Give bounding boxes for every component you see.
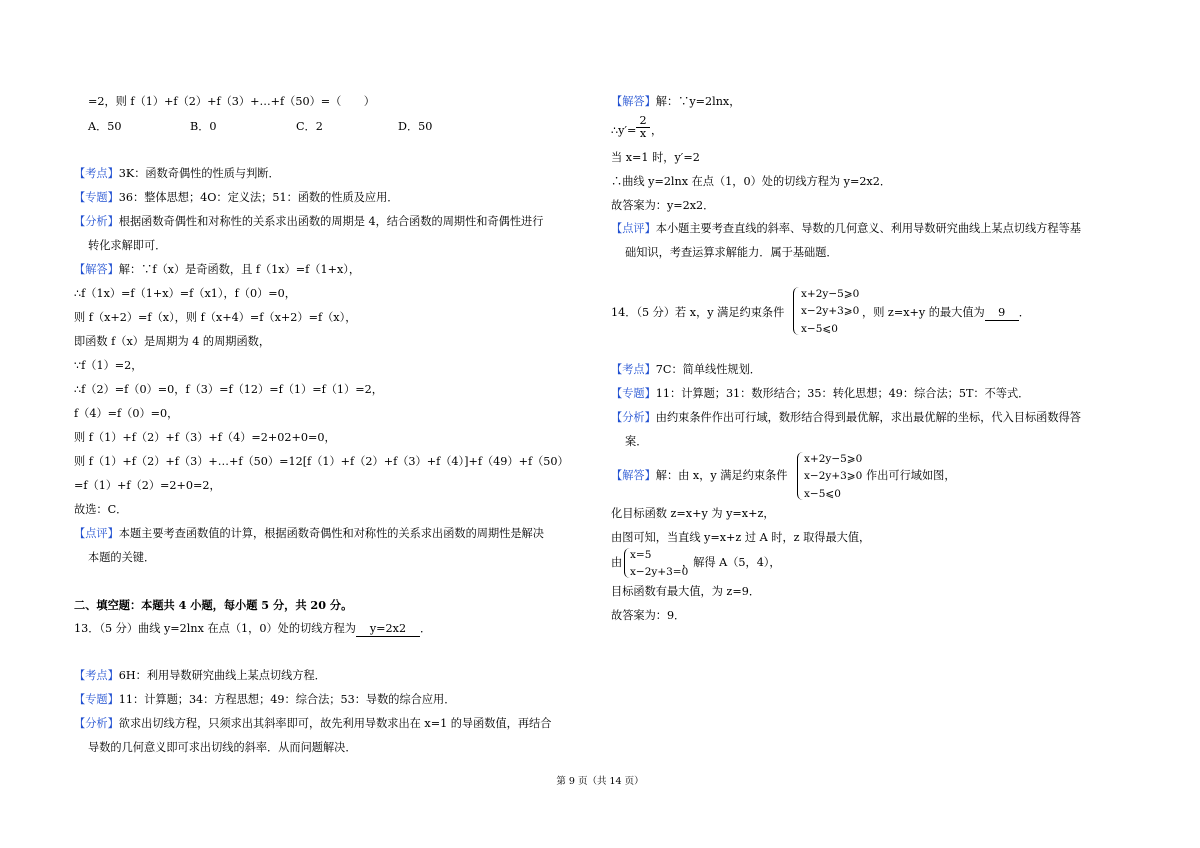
fenxi-tag: 【分析】 bbox=[611, 411, 656, 424]
q13-dianping-2: 础知识，考查运算求解能力．属于基础题． bbox=[625, 246, 838, 259]
kaodian-text: 6H：利用导数研究曲线上某点切线方程． bbox=[118, 669, 326, 682]
kaodian-text: 3K：函数奇偶性的性质与判断． bbox=[118, 167, 280, 180]
fenxi-text: 根据函数奇偶性和对称性的关系求出函数的周期是 4，结合函数的周期性和奇偶性进行 bbox=[118, 215, 544, 228]
kaodian-text: 7C：简单线性规划． bbox=[655, 363, 761, 376]
zhuanti-tag: 【专题】 bbox=[74, 693, 119, 706]
q13-dianping bbox=[611, 222, 1081, 236]
solution-line: 即函数 f（x）是周期为 4 的周期函数， bbox=[74, 335, 271, 348]
zhuanti-tag: 【专题】 bbox=[74, 191, 119, 204]
q13-jieda bbox=[611, 95, 740, 109]
jieda-tag: 【解答】 bbox=[611, 95, 656, 108]
q13-answer: y=2x⁦2 bbox=[356, 622, 420, 637]
solution-line: ∴f（1⁦x）=f（1+x）=⁦f（x⁦1），f（0）=0， bbox=[74, 287, 296, 300]
q12-continuation: =2，则 f（1）+f（2）+f（3）+…+f（50）=（ ） bbox=[88, 95, 375, 108]
q14-jieda bbox=[611, 469, 787, 483]
q12-zhuanti bbox=[74, 191, 398, 205]
jieda-tag: 【解答】 bbox=[611, 469, 656, 482]
q14-period: ． bbox=[1018, 306, 1030, 319]
solution-line: 故答案为：y=2x⁦2． bbox=[611, 199, 715, 212]
dianping-tag: 【点评】 bbox=[74, 527, 119, 540]
q13-fenxi-2: 导数的几何意义即可求出切线的斜率．从而问题解决． bbox=[88, 741, 357, 754]
derivative-fraction bbox=[636, 115, 650, 140]
solution-line: ∴f（2）=f（0）=0，f（3）=f（1⁦2）=f（⁦1）=⁦f（1）=⁦2， bbox=[74, 383, 383, 396]
q14-jieda-end: 作出可行域如图， bbox=[866, 469, 956, 482]
q14-fenxi bbox=[611, 411, 1081, 425]
fenxi-tag: 【分析】 bbox=[74, 215, 119, 228]
equation-1: x=5 bbox=[630, 549, 652, 561]
jieda-text: 解：∵y=2lnx， bbox=[655, 95, 741, 108]
constraint-2: x−2y+3⩾0 bbox=[801, 305, 860, 317]
solution-line: ∴曲线 y=2lnx 在点（1，0）处的切线方程为 y=2x⁦2． bbox=[611, 175, 892, 188]
solve-prefix: 由 bbox=[611, 556, 623, 569]
page-footer: 第 9 页（共 14 页） bbox=[556, 776, 644, 787]
option-b: B．0 bbox=[190, 120, 217, 133]
q13-fenxi bbox=[74, 717, 551, 731]
jieda-text: 解：∵f（x）是奇函数，且 f（1⁦x）=f（1+x）， bbox=[118, 263, 361, 276]
zhuanti-text: 36：整体思想；4O：定义法；51：函数的性质及应用． bbox=[118, 191, 399, 204]
constraint-1: x+2y−5⩾0 bbox=[801, 288, 860, 300]
solution-line: 由图可知，当直线 y=⁦x+z 过 A 时，z 取得最大值， bbox=[611, 531, 871, 544]
q12-kaodian bbox=[74, 167, 280, 181]
jieda-text: 解：由 x，y 满足约束条件 bbox=[655, 469, 788, 482]
dianping-tag: 【点评】 bbox=[611, 222, 656, 235]
solution-line: =f（1）+f（2）=2+0=2， bbox=[74, 479, 221, 492]
q12-dianping-2: 本题的关键． bbox=[88, 551, 156, 564]
kaodian-tag: 【考点】 bbox=[611, 363, 656, 376]
q14-zhuanti bbox=[611, 387, 1029, 401]
q14-stem-end: ，则 z=x+y 的最大值为 bbox=[862, 306, 985, 319]
kaodian-tag: 【考点】 bbox=[74, 669, 119, 682]
constraint-1: x+2y−5⩾0 bbox=[804, 453, 863, 465]
solution-line: 当 x=1 时，y′=2 bbox=[611, 151, 700, 164]
q14-fenxi-2: 案． bbox=[625, 435, 648, 448]
system-brace bbox=[793, 287, 799, 335]
constraint-2: x−2y+3⩾0 bbox=[804, 470, 863, 482]
solution-line: 目标函数有最大值，为 z=9． bbox=[611, 585, 761, 598]
zhuanti-tag: 【专题】 bbox=[611, 387, 656, 400]
solution-line: 故选：C． bbox=[74, 503, 128, 516]
constraint-3: x−5⩽0 bbox=[801, 323, 838, 335]
solution-line: 化目标函数 z=x+y 为 y=⁦x+z， bbox=[611, 507, 775, 520]
zhuanti-text: 11：计算题；34：方程思想；49：综合法；53：导数的综合应用． bbox=[118, 693, 456, 706]
fenxi-text: 由约束条件作出可行域，数形结合得到最优解，求出最优解的坐标，代入目标函数得答 bbox=[655, 411, 1081, 424]
kaodian-tag: 【考点】 bbox=[74, 167, 119, 180]
dianping-text: 本题主要考查函数值的计算，根据函数奇偶性和对称性的关系求出函数的周期性是解决 bbox=[118, 527, 544, 540]
option-d: D．50 bbox=[398, 120, 433, 133]
option-a: A．⁦50 bbox=[88, 120, 122, 133]
solution-line: ∵f（1）=2， bbox=[74, 359, 143, 372]
dianping-text: 本小题主要考查直线的斜率、导数的几何意义、利用导数研究曲线上某点切线方程等基 bbox=[655, 222, 1081, 235]
q12-jieda bbox=[74, 263, 360, 277]
q13-kaodian bbox=[74, 669, 326, 683]
solution-line: 故答案为：9． bbox=[611, 609, 686, 622]
derivative-comma: ， bbox=[651, 124, 663, 137]
system-brace bbox=[797, 452, 803, 500]
q13-period: ． bbox=[419, 622, 432, 635]
option-c: C．2 bbox=[296, 120, 323, 133]
solution-line: 则 f（1）+f（2）+f（3）+f（4）=2+0⁦2+0=0， bbox=[74, 431, 336, 444]
q14-answer: 9 bbox=[985, 306, 1019, 321]
jieda-tag: 【解答】 bbox=[74, 263, 119, 276]
fraction-denominator: x bbox=[639, 127, 647, 140]
q14-stem: 14．（5 分）若 x，y 满足约束条件 bbox=[611, 306, 785, 319]
zhuanti-text: 11：计算题；31：数形结合；35：转化思想；49：综合法；5T：不等式． bbox=[655, 387, 1030, 400]
solve-result: ，解得 A（5，4）， bbox=[682, 556, 781, 569]
equation-2: x−2y+3=0 bbox=[630, 566, 689, 578]
fenxi-tag: 【分析】 bbox=[74, 717, 119, 730]
q13-stem: 13．（5 分）曲线 y=2lnx 在点（1，0）处的切线方程为 bbox=[74, 622, 356, 635]
q14-question bbox=[862, 306, 1030, 321]
q13-question bbox=[74, 622, 431, 637]
constraint-3: x−5⩽0 bbox=[804, 488, 841, 500]
q13-zhuanti bbox=[74, 693, 455, 707]
section-heading: 二、填空题：本题共 4 小题，每小题 5 分，共 20 分。 bbox=[74, 598, 353, 612]
solution-line: 则 f（x+2）=⁦f（x），则 f（x+4）=⁦f（x+2）=f（x）， bbox=[74, 311, 357, 324]
solution-line: 则 f（1）+f（2）+f（3）+…+f（50）=12[f（1）+f（2）+f（3）+f（4）]+f（49）+f（50） bbox=[74, 455, 569, 468]
fraction-numerator: 2 bbox=[636, 115, 650, 128]
derivative-line: ∴y′= bbox=[611, 124, 637, 137]
q12-fenxi-2: 转化求解即可． bbox=[88, 239, 167, 252]
q12-dianping bbox=[74, 527, 544, 541]
solution-line: f（4）=f（0）=0， bbox=[74, 407, 179, 420]
fenxi-text: 欲求出切线方程，只须求出其斜率即可，故先利用导数求出在 x=1 的导函数值，再结合 bbox=[118, 717, 552, 730]
q14-kaodian bbox=[611, 363, 761, 377]
q12-fenxi bbox=[74, 215, 543, 229]
